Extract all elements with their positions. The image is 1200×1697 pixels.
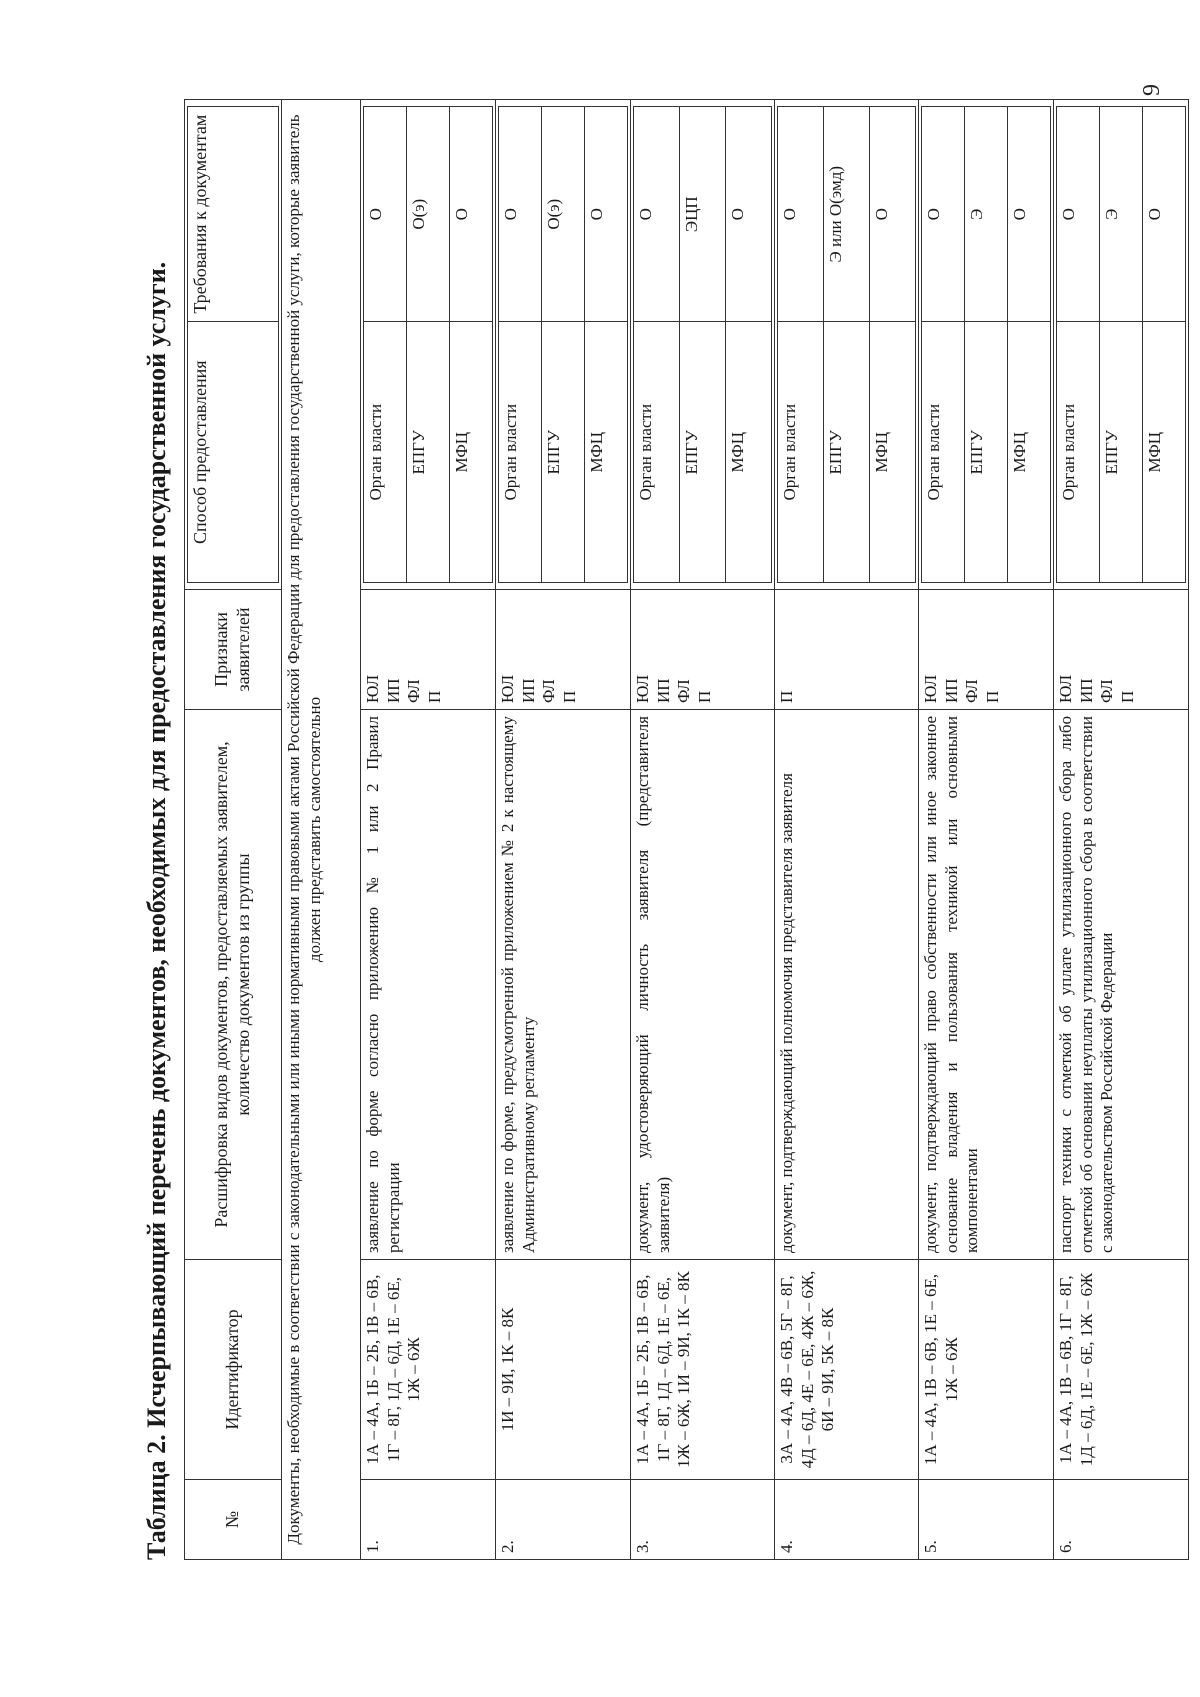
row-number: 6. — [1054, 1480, 1189, 1560]
header-num: № — [185, 1480, 282, 1560]
row-description: документ, подтверждающий полномочия представителя заявителя — [775, 710, 919, 1260]
row-signs — [631, 590, 775, 710]
table-header-row — [185, 100, 282, 1560]
row-signs — [775, 590, 919, 710]
applicant-sign: П — [1118, 690, 1138, 703]
requirement-cell: О — [778, 107, 824, 322]
method-cell: МФЦ — [870, 322, 916, 583]
requirement-cell: Э — [1100, 107, 1143, 322]
method-cell: Орган власти — [922, 322, 965, 583]
row-number: 5. — [919, 1480, 1054, 1560]
requirement-cell: О(э) — [542, 107, 585, 322]
header-method-requirements — [185, 100, 282, 590]
header-identifier: Идентификатор — [185, 1260, 282, 1480]
requirement-cell: О — [1057, 107, 1100, 322]
row-identifier: 1А – 4А, 1Б – 2Б, 1В – 6В, 1Г – 8Г, 1Д – 6Д, 1Е – 6Е, 1Ж – 6Ж — [361, 1260, 496, 1480]
row-identifier: 1И – 9И, 1К – 8К — [496, 1260, 631, 1480]
row-description: документ, подтверждающий право собственности или иное законное основание владения и пользования техникой или основными компонентами — [919, 710, 1054, 1260]
method-cell: ЕПГУ — [1100, 322, 1143, 583]
table-row — [361, 100, 496, 1560]
documents-table — [184, 99, 1189, 1560]
applicant-sign: П — [983, 690, 1003, 703]
row-number: 1. — [361, 1480, 496, 1560]
applicant-sign: ФЛ — [674, 679, 694, 703]
applicant-sign: ФЛ — [1097, 679, 1117, 703]
method-cell: Орган власти — [364, 322, 407, 583]
method-cell: Орган власти — [778, 322, 824, 583]
applicant-sign: ФЛ — [962, 679, 982, 703]
applicant-sign: ЮЛ — [363, 674, 382, 703]
requirement-cell: О — [1143, 107, 1186, 322]
row-description: паспорт техники с отметкой об уплате утилизационного сбора либо отметкой об основании неуплаты утилизационного сбора в соответствии с законодательством Российской Федерации — [1054, 710, 1189, 1260]
applicant-sign: ФЛ — [404, 679, 424, 703]
row-methods — [775, 100, 919, 590]
method-cell: ЕПГУ — [407, 322, 450, 583]
method-cell: Орган власти — [1057, 322, 1100, 583]
requirement-cell: О — [726, 107, 772, 322]
table-row — [775, 100, 919, 1560]
method-cell: ЕПГУ — [965, 322, 1008, 583]
table-row — [496, 100, 631, 1560]
row-signs — [361, 590, 496, 710]
method-cell: МФЦ — [726, 322, 772, 583]
row-description: документ, удостоверяющий личность заявителя (представителя заявителя) — [631, 710, 775, 1260]
method-cell: Орган власти — [634, 322, 680, 583]
header-method: Способ предоставления — [188, 322, 279, 583]
applicant-sign: ЮЛ — [633, 674, 652, 703]
row-signs — [496, 590, 631, 710]
applicant-sign: П — [777, 690, 796, 703]
requirement-cell: О — [870, 107, 916, 322]
method-cell: ЕПГУ — [542, 322, 585, 583]
requirement-cell: О(э) — [407, 107, 450, 322]
requirement-cell: О — [1008, 107, 1051, 322]
row-identifier: 1А – 4А, 1В – 6В, 1Е – 6Е, 1Ж – 6Ж — [919, 1260, 1054, 1480]
row-description: заявление по форме согласно приложению № 1 или 2 Правил регистрации — [361, 710, 496, 1260]
row-methods — [631, 100, 775, 590]
applicant-sign: ЮЛ — [921, 674, 940, 703]
method-cell: Орган власти — [499, 322, 542, 583]
rotated-page-content — [130, 100, 1164, 1560]
method-cell: МФЦ — [585, 322, 628, 583]
page-number: 9 — [1139, 84, 1165, 96]
requirement-cell: О — [450, 107, 493, 322]
table-body — [282, 100, 1189, 1560]
table-row — [919, 100, 1054, 1560]
row-number: 3. — [631, 1480, 775, 1560]
row-methods — [919, 100, 1054, 590]
applicant-sign: ИП — [941, 678, 961, 703]
row-number: 2. — [496, 1480, 631, 1560]
table-row — [631, 100, 775, 1560]
row-signs — [1054, 590, 1189, 710]
applicant-sign: ИП — [653, 678, 673, 703]
requirement-cell: ЭЦП — [680, 107, 726, 322]
method-cell: МФЦ — [450, 322, 493, 583]
applicant-sign: П — [560, 690, 580, 703]
applicant-sign: ЮЛ — [1056, 674, 1075, 703]
applicant-sign: ИП — [1076, 678, 1096, 703]
method-cell: ЕПГУ — [680, 322, 726, 583]
row-identifier: 3А – 4А, 4В – 6В, 5Г – 8Г, 4Д – 6Д, 4Е – 6Е, 4Ж – 6Ж, 6И – 9И, 5К – 8К — [775, 1260, 919, 1480]
method-cell: МФЦ — [1008, 322, 1051, 583]
applicant-sign: ИП — [518, 678, 538, 703]
row-identifier: 1А – 4А, 1Б – 2Б, 1В – 6В, 1Г – 8Г, 1Д – 6Д, 1Е – 6Е, 1Ж – 6Ж, 1И – 9И, 1К – 8К — [631, 1260, 775, 1480]
table-row — [1054, 100, 1189, 1560]
row-signs — [919, 590, 1054, 710]
requirement-cell: О — [499, 107, 542, 322]
applicant-sign: П — [425, 690, 445, 703]
table-title: Таблица 2. Исчерпывающий перечень документов, необходимых для предоставления государственной услуги. — [142, 261, 171, 1560]
row-methods — [361, 100, 496, 590]
row-methods — [496, 100, 631, 590]
row-methods — [1054, 100, 1189, 590]
method-cell: ЕПГУ — [824, 322, 870, 583]
requirement-cell: О — [585, 107, 628, 322]
header-signs: Признаки заявителей — [185, 590, 282, 710]
requirement-cell: О — [922, 107, 965, 322]
header-requirements: Требования к документам — [188, 107, 279, 322]
row-identifier: 1А – 4А, 1В – 6В, 1Г – 8Г, 1Д – 6Д, 1Е – 6Е, 1Ж – 6Ж — [1054, 1260, 1189, 1480]
applicant-sign: ЮЛ — [498, 674, 517, 703]
header-description: Расшифровка видов документов, предоставляемых заявителем, количество документов из группы — [185, 710, 282, 1260]
applicant-sign: ФЛ — [539, 679, 559, 703]
row-description: заявление по форме, предусмотренной приложением № 2 к настоящему Административному регламенту — [496, 710, 631, 1260]
applicant-sign: ИП — [383, 678, 403, 703]
requirement-cell: О — [634, 107, 680, 322]
method-cell: МФЦ — [1143, 322, 1186, 583]
requirement-cell: Э — [965, 107, 1008, 322]
section-heading: Документы, необходимые в соответствии с законодательными или иными нормативными правовыми актами Российской Федерации для предоставления государственной услуги, которые заявитель должен представить самостоятельно — [282, 100, 361, 1560]
requirement-cell: Э или О(эмд) — [824, 107, 870, 322]
applicant-sign: П — [695, 690, 715, 703]
row-number: 4. — [775, 1480, 919, 1560]
requirement-cell: О — [364, 107, 407, 322]
section-row — [282, 100, 361, 1560]
